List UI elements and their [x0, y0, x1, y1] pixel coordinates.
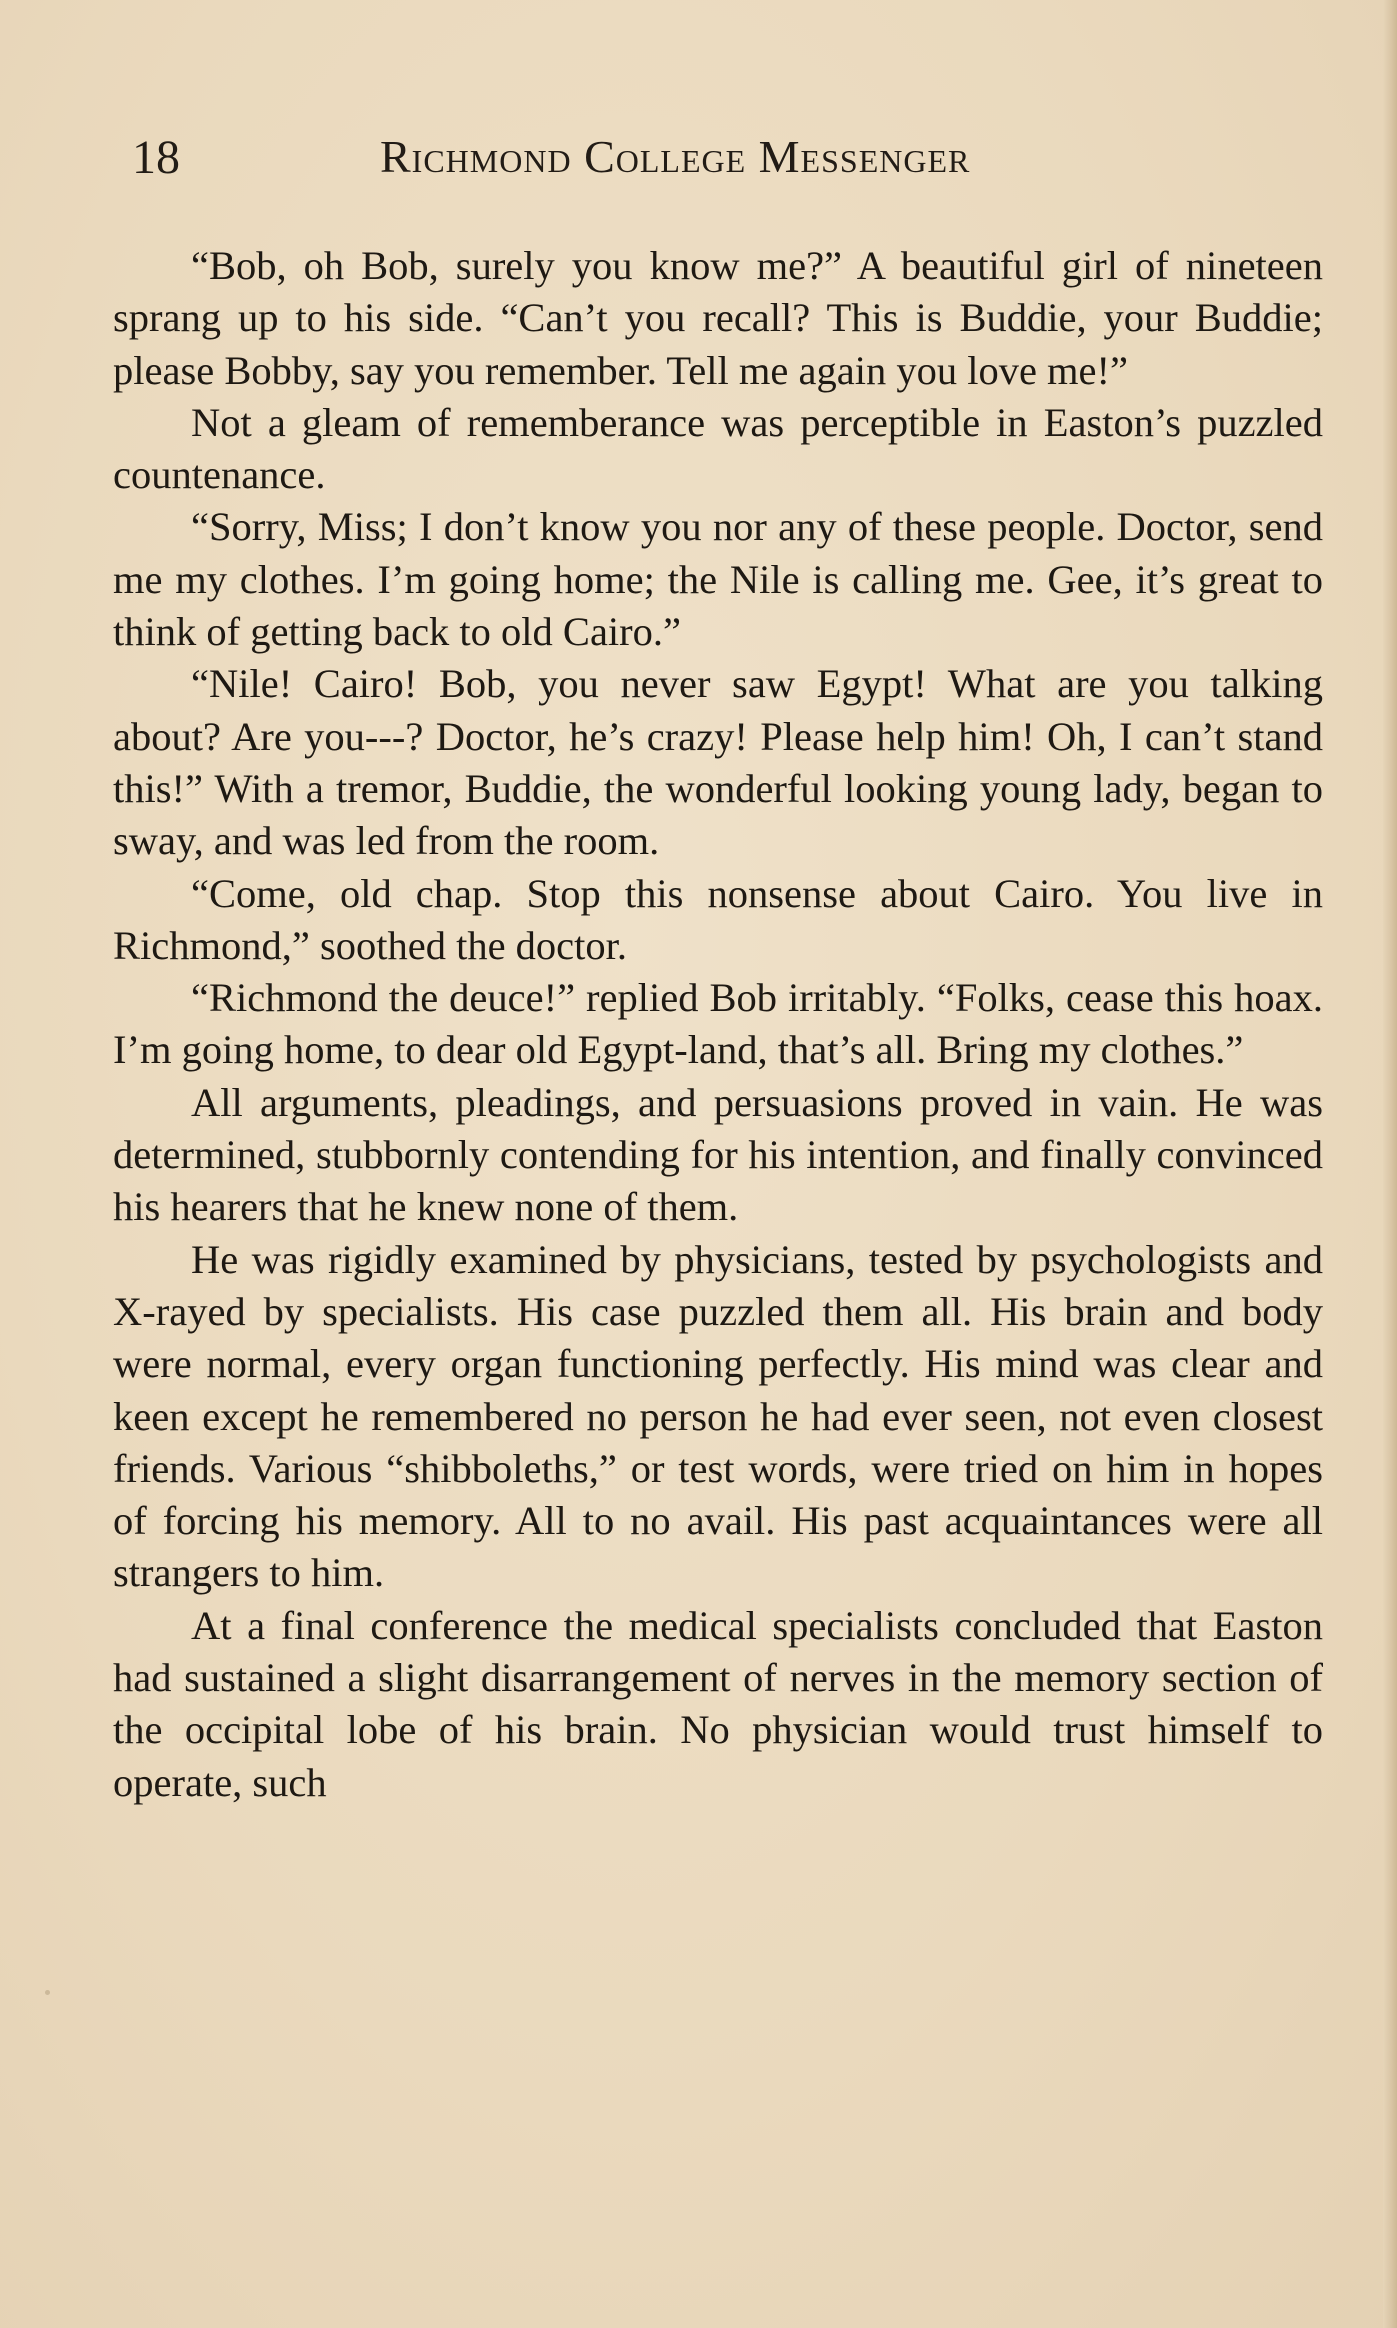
page-edge — [1383, 0, 1397, 2328]
paper-speck — [45, 1990, 50, 1995]
page-header — [118, 130, 1118, 210]
article-body — [113, 240, 1323, 1809]
page-number: 18 — [132, 131, 180, 184]
paragraph: At a final conference the medical specialists concluded that Easton had sustained a slight disarrangement of nerves in the memory section of the occipital lobe of his brain. No physician would trust himself to operate, such — [113, 1602, 1323, 1805]
paragraph: All arguments, pleadings, and persuasions proved in vain. He was determined, stubbornly contending for his intention, and finally convinced his hearers that he knew none of them. — [113, 1079, 1323, 1230]
paragraph: He was rigidly examined by physicians, tested by psychologists and X-rayed by specialists. His case puzzled them all. His brain and body were normal, every organ functioning perfectly. His mind was clear and keen except he remembered no person he had ever seen, not even closest friends. Various “shibboleths,” or test words, were tried on him in hopes of forcing his memory. All to no avail. His past acquaintances were all strangers to him. — [113, 1236, 1323, 1596]
paragraph: Not a gleam of rememberance was perceptible in Easton’s puzzled countenance. — [113, 399, 1323, 498]
paragraph: “Bob, oh Bob, surely you know me?” A beautiful girl of nineteen sprang up to his side. “Can’t you recall? This is Buddie, your Buddie; please Bobby, say you remember. Tell me again you love me!” — [113, 243, 1323, 393]
paragraph: “Sorry, Miss; I don’t know you nor any of these people. Doctor, send me my clothes. I’m going home; the Nile is calling me. Gee, it’s great to think of getting back to old Cairo.” — [113, 504, 1323, 655]
paragraph: “Richmond the deuce!” replied Bob irritably. “Folks, cease this hoax. I’m going home, to dear old Egypt-land, that’s all. Bring my clothes.” — [113, 975, 1323, 1073]
paragraph: “Come, old chap. Stop this nonsense about Cairo. You live in Richmond,” soothed the doctor. — [113, 870, 1323, 968]
running-title: Richmond College Messenger — [380, 131, 971, 182]
paragraph: “Nile! Cairo! Bob, you never saw Egypt! What are you talking about? Are you---? Doctor, he’s crazy! Please help him! Oh, I can’t stand this!” With a tremor, Buddie, the wonderful looking young lady, began to sway, and was led from the room. — [113, 661, 1323, 864]
